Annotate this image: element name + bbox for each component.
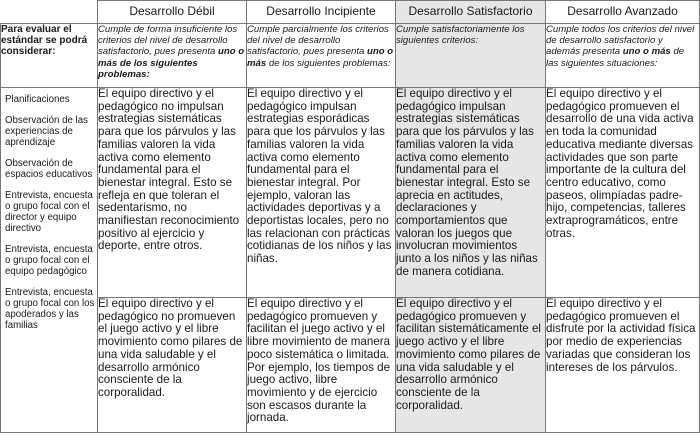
- rubric-row-2: [1, 298, 700, 433]
- evaluation-stem: Para evaluar el estándar se podrá considerar:: [1, 24, 98, 88]
- intro-debil-emphasis: uno o más de los siguientes problemas:: [98, 46, 245, 80]
- criteria-item: Entrevista, encuesta o grupo focal con el equipo pedagógico: [5, 244, 93, 277]
- intro-avanzado-tail: de las siguientes situaciones:: [546, 46, 685, 69]
- intro-satisfactorio-text: Cumple satisfactoriamente los siguientes criterios:: [396, 24, 525, 47]
- header-corner: [1, 1, 98, 24]
- header-avanzado: Desarrollo Avanzado: [546, 1, 700, 24]
- row2-satisfactorio: El equipo directivo y el pedagógico promueven y facilitan sistemáticamente el juego activo y el libre movimiento como pilares de una vida saludable y el desarrollo armónico consciente de la corporalidad.: [396, 298, 546, 433]
- criteria-item: Observación de espacios educativos: [5, 158, 93, 180]
- intro-avanzado-emphasis: uno o más: [622, 46, 671, 58]
- row2-debil: El equipo directivo y el pedagógico no promueven el juego activo y el libre movimiento como pilares de una vida saludable y el desarrollo armónico consciente de la corporalidad.: [98, 298, 247, 433]
- intro-satisfactorio: [396, 24, 546, 88]
- criteria-item: Planificaciones: [5, 94, 70, 105]
- criteria-item: Entrevista, encuesta o grupo focal con el director y equipo directivo: [5, 190, 93, 234]
- row1-debil: El equipo directivo y el pedagógico no impulsan estrategias sistemáticas para que los párvulos y las familias valoren la vida activa como elemento fundamental para el bienestar integral. Esto se refleja en que toleran el sedentarismo, no manifiestan reconocimiento positivo al ejercicio y deporte, entre otros.: [98, 88, 247, 298]
- header-incipiente: Desarrollo Incipiente: [247, 1, 396, 24]
- row1-avanzado: El equipo directivo y el pedagógico promueven el desarrollo de una vida activa en toda la comunidad educativa mediante diversas actividades que son parte importante de la cultura del centro educativo, como paseos, olimpíadas padre-hijo, competencias, talleres extraprogramáticos, entre otras.: [546, 88, 700, 298]
- row1-satisfactorio: El equipo directivo y el pedagógico impulsan estrategias sistemáticas para que los párvulos y las familias valoren la vida activa como elemento fundamental para el bienestar integral. Esto se aprecia en actitudes, declaraciones y comportamientos que valoran los juegos que involucran movimientos junto a los niños y las niñas de manera cotidiana.: [396, 88, 546, 298]
- header-satisfactorio: Desarrollo Satisfactorio: [396, 1, 546, 24]
- intro-incipiente-tail: de los siguientes problemas:: [266, 57, 391, 69]
- intro-debil: [98, 24, 247, 88]
- criteria-item: Observación de las experiencias de aprendizaje: [5, 115, 88, 148]
- intro-incipiente-emphasis: uno o más: [247, 46, 394, 69]
- row2-incipiente: El equipo directivo y el pedagógico promueven y facilitan el juego activo y el libre movimiento de manera poco sistemática o limitada. Por ejemplo, los tiempos de juego activo, libre movimiento y de ejercicio son escasos durante la jornada.: [247, 298, 396, 433]
- criteria-cell: [1, 88, 98, 433]
- intro-avanzado-text: Cumple todos los criterios del nivel de desarrollo satisfactorio y además presenta: [546, 24, 695, 58]
- header-row: [1, 1, 700, 24]
- intro-incipiente: [247, 24, 396, 88]
- row2-avanzado: El equipo directivo y el pedagógico promueven el disfrute por la actividad física por medio de experiencias variadas que consideran los intereses de los párvulos.: [546, 298, 700, 433]
- criteria-item: Entrevista, encuesta o grupo focal con los apoderados y las familias: [5, 287, 95, 331]
- header-debil: Desarrollo Débil: [98, 1, 247, 24]
- row1-incipiente: El equipo directivo y el pedagógico impulsan estrategias esporádicas para que los párvulos y las familias valoren la vida activa como elemento fundamental para el bienestar integral. Por ejemplo, valoran las actividades deportivas y a deportistas locales, pero no las relacionan con prácticas cotidianas de los niños y las niñas.: [247, 88, 396, 298]
- intro-row: [1, 24, 700, 88]
- intro-debil-text: Cumple de forma insuficiente los criterios del nivel de desarrollo satisfactorio, pues presenta: [98, 24, 238, 58]
- criteria-list: [1, 88, 97, 331]
- intro-avanzado: [546, 24, 700, 88]
- intro-incipiente-text: Cumple parcialmente los criterios del nivel de desarrollo satisfactorio, pues presenta: [247, 24, 389, 58]
- rubric-row-1: [1, 88, 700, 298]
